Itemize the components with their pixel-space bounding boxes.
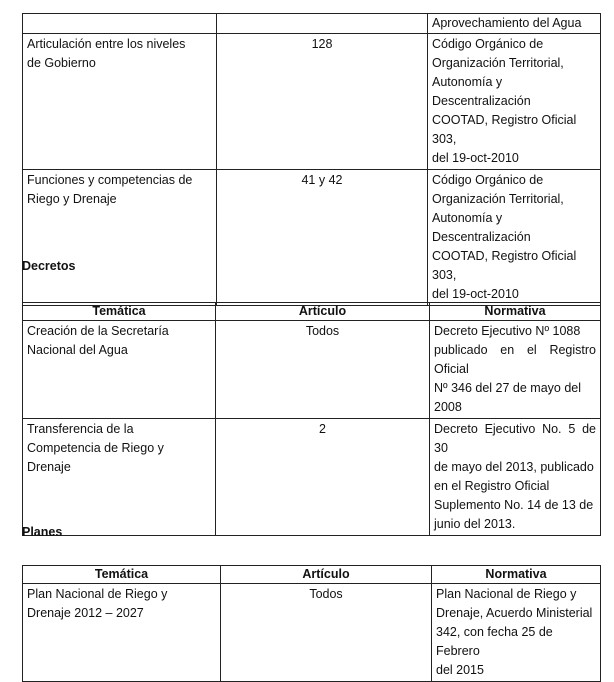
cell-tematica	[23, 419, 216, 536]
cell-tematica	[23, 170, 217, 306]
text-line: Código Orgánico de	[432, 173, 544, 187]
text-line: del 2015	[436, 663, 484, 677]
table-header-row	[23, 566, 601, 584]
text-line: Decreto Ejecutivo No. 5 de 30	[434, 422, 596, 455]
cell-normativa	[428, 34, 601, 170]
text-line: de mayo del 2013, publicado	[434, 460, 594, 474]
text-line: Organización Territorial,	[432, 56, 564, 70]
header-tematica: Temática	[23, 566, 221, 584]
cell-tematica	[23, 321, 216, 419]
text-line: Nacional del Agua	[27, 343, 128, 357]
section-heading-planes: Planes	[22, 525, 63, 539]
cell-tematica	[23, 34, 217, 170]
table-constitucion-continuation	[22, 13, 601, 306]
text-line: Nº 346 del 27 de mayo del	[434, 381, 582, 395]
text-line: Creación de la Secretaría	[27, 324, 169, 338]
text-line: en el Registro Oficial	[434, 479, 550, 493]
cell-normativa	[430, 419, 601, 536]
cell-articulo: 41 y 42	[217, 170, 428, 306]
text-line: Decreto Ejecutivo Nº 1088	[434, 324, 581, 338]
text-line: Organización Territorial,	[432, 192, 564, 206]
text-line: Autonomía y Descentralización	[432, 211, 531, 244]
cell-articulo: Todos	[216, 321, 430, 419]
section-heading-decretos: Decretos	[22, 259, 76, 273]
text-line: Suplemento No. 14 de 13 de	[434, 498, 594, 512]
header-articulo: Artículo	[216, 303, 430, 321]
text-line: Drenaje, Acuerdo Ministerial	[436, 606, 593, 620]
text-line: del 19-oct-2010	[432, 287, 519, 301]
text-line: Drenaje 2012 – 2027	[27, 606, 144, 620]
cell-normativa	[428, 14, 601, 34]
cell-tematica	[23, 14, 217, 34]
cell-tematica	[23, 584, 221, 682]
text-line: de Gobierno	[27, 56, 96, 70]
text-line: COOTAD, Registro Oficial 303,	[432, 249, 577, 282]
table-row	[23, 584, 601, 682]
cell-normativa	[432, 584, 601, 682]
text-line: Funciones y competencias de	[27, 173, 193, 187]
text-line: del 19-oct-2010	[432, 151, 519, 165]
text-line: Riego y Drenaje	[27, 192, 117, 206]
cell-articulo	[217, 14, 428, 34]
header-tematica: Temática	[23, 303, 216, 321]
text-line: 342, con fecha 25 de Febrero	[436, 625, 553, 658]
table-row	[23, 170, 601, 306]
text-line: publicado en el Registro Oficial	[434, 343, 596, 376]
text-line: junio del 2013.	[434, 517, 516, 531]
table-planes	[22, 565, 601, 682]
cell-normativa	[428, 170, 601, 306]
text-line: Articulación entre los niveles	[27, 37, 186, 51]
text-line: Código Orgánico de	[432, 37, 544, 51]
header-normativa: Normativa	[432, 566, 601, 584]
table-row	[23, 419, 601, 536]
text-line: Drenaje	[27, 460, 71, 474]
text-line: Competencia de Riego y	[27, 441, 164, 455]
table-header-row	[23, 303, 601, 321]
text-line: COOTAD, Registro Oficial 303,	[432, 113, 577, 146]
cell-normativa	[430, 321, 601, 419]
text-line: Plan Nacional de Riego y	[436, 587, 577, 601]
text-line: Aprovechamiento del Agua	[432, 16, 582, 30]
header-normativa: Normativa	[430, 303, 601, 321]
cell-articulo: 128	[217, 34, 428, 170]
header-articulo: Artículo	[221, 566, 432, 584]
cell-articulo: 2	[216, 419, 430, 536]
table-row	[23, 34, 601, 170]
text-line: Transferencia de la	[27, 422, 134, 436]
cell-articulo: Todos	[221, 584, 432, 682]
text-line: 2008	[434, 400, 462, 414]
text-line: Plan Nacional de Riego y	[27, 587, 168, 601]
table-row	[23, 321, 601, 419]
text-line: Autonomía y Descentralización	[432, 75, 531, 108]
table-decretos	[22, 302, 601, 536]
table-row	[23, 14, 601, 34]
